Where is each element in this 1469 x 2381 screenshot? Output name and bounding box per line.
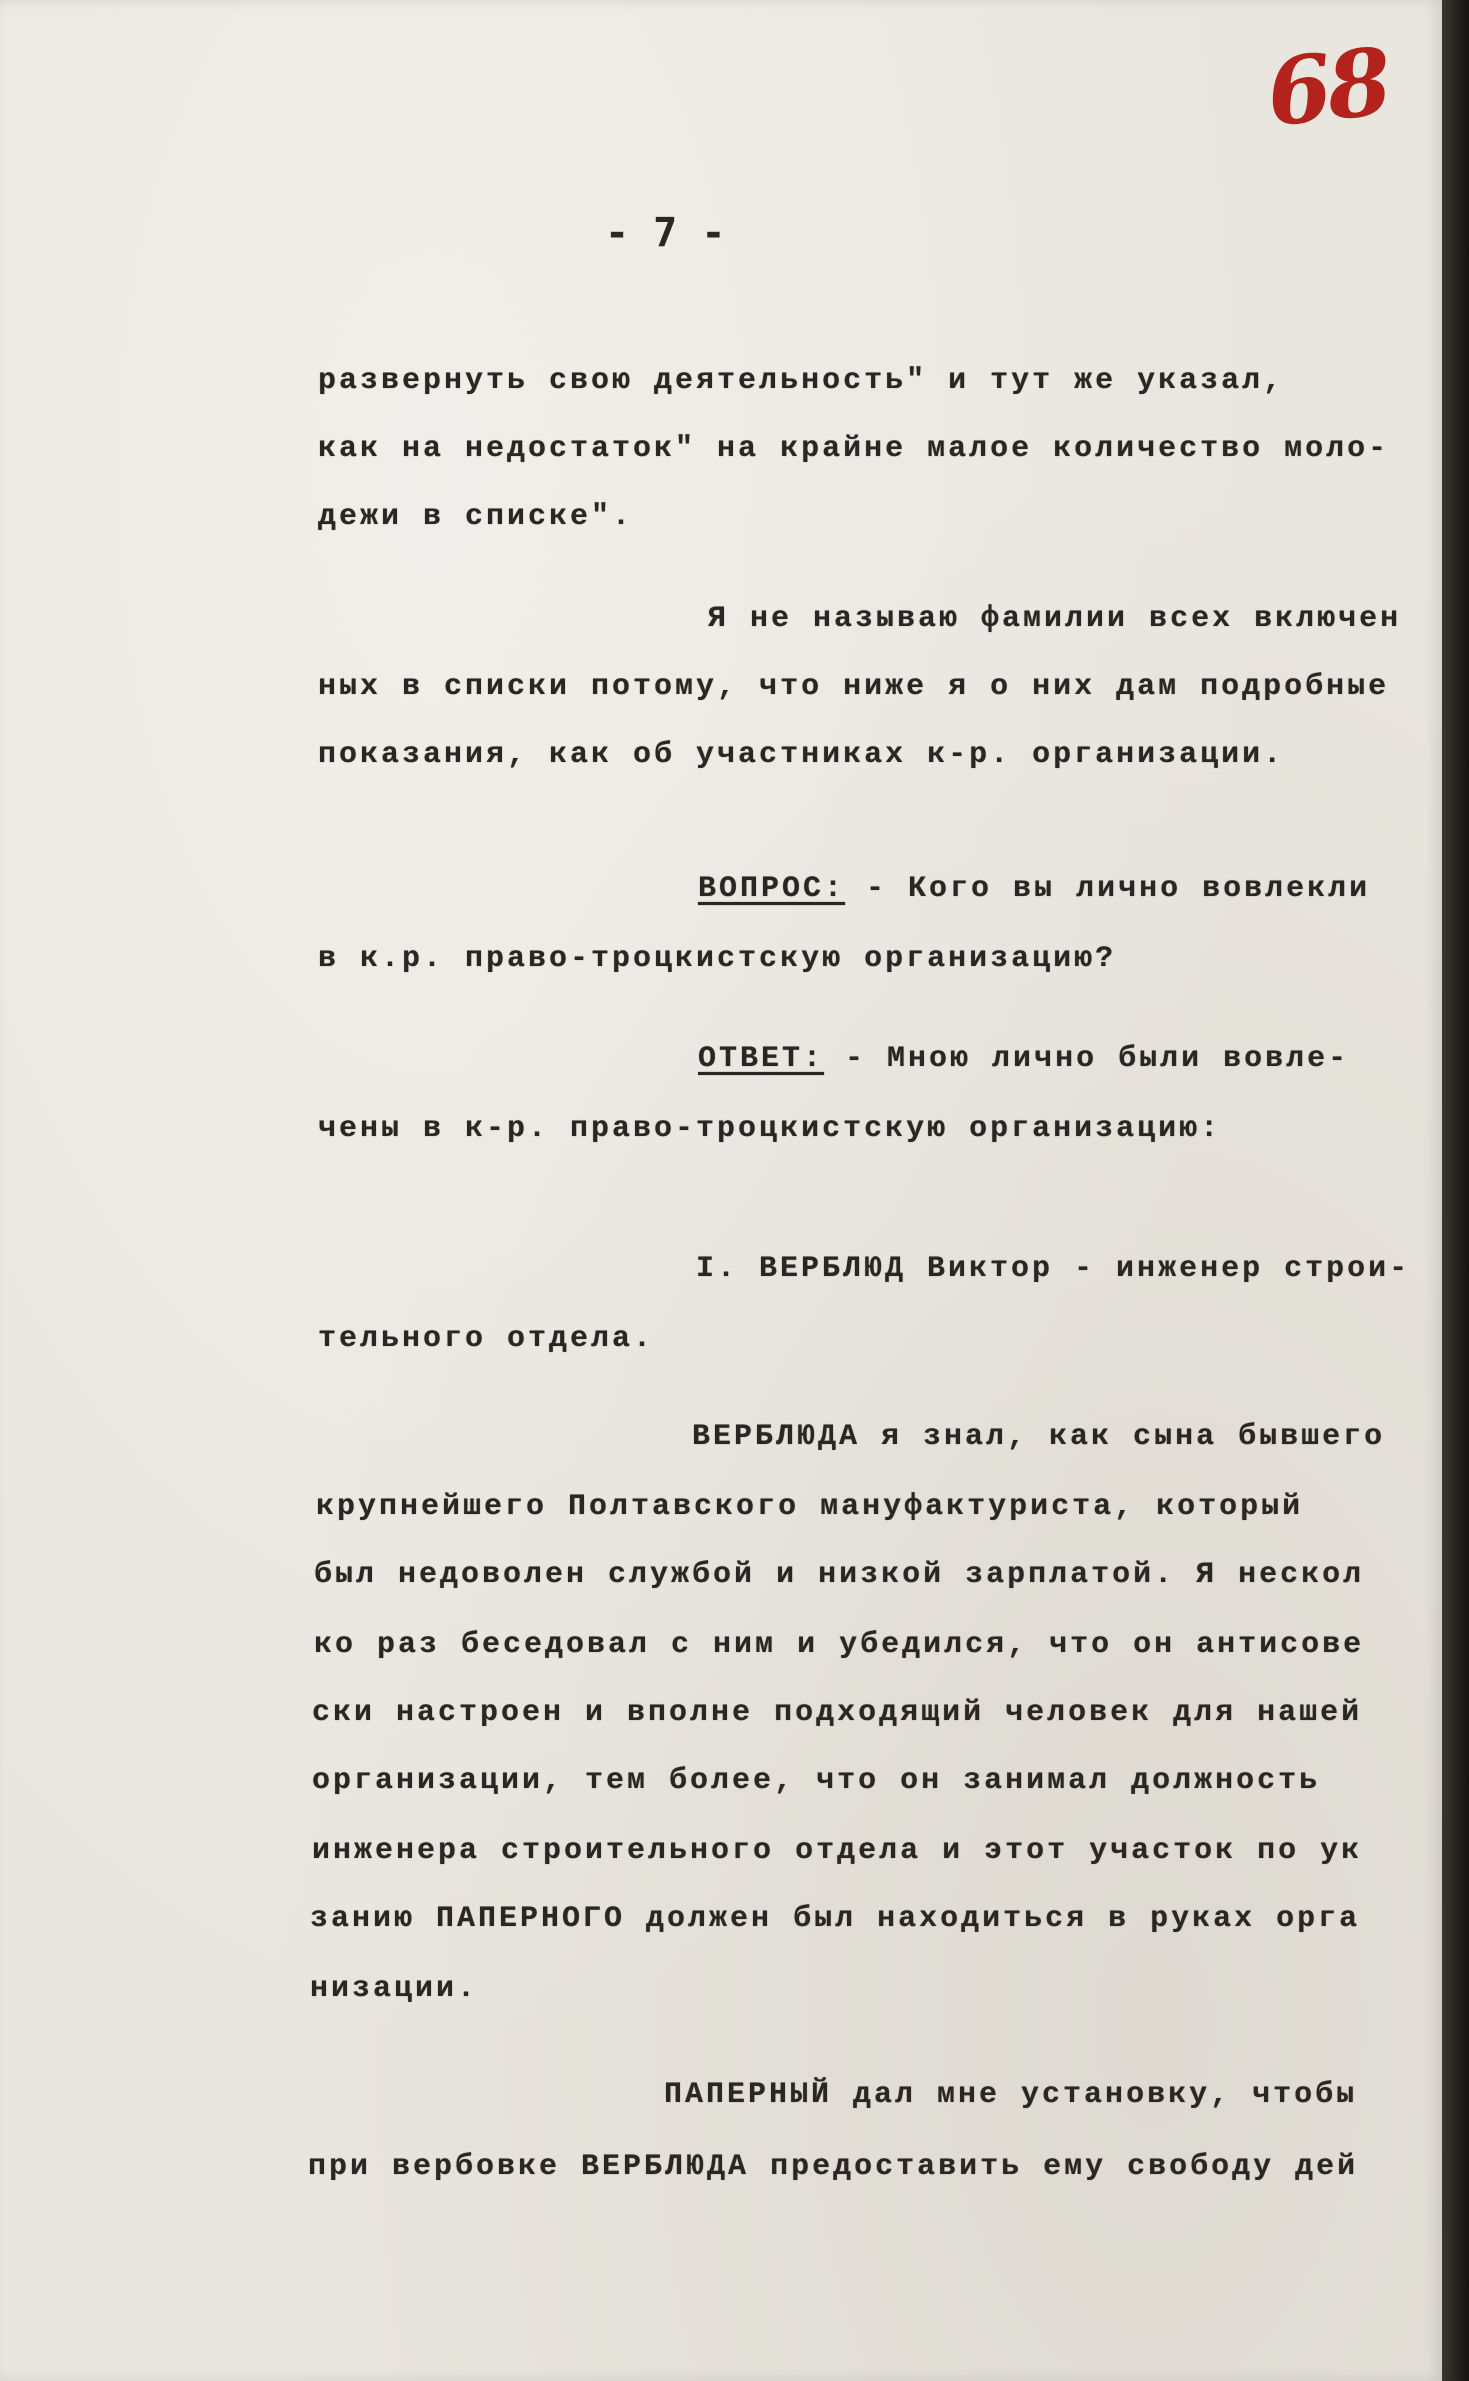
scan-background-edge — [1442, 0, 1469, 2381]
question-line: ВОПРОС: - Кого вы лично вовлекли — [698, 872, 1371, 906]
text-line: инженера строительного отдела и этот участок по ук — [312, 1834, 1363, 1868]
page-number: - 7 - — [605, 210, 726, 256]
text-line: Я не называю фамилии всех включен — [708, 602, 1402, 636]
answer-label: ОТВЕТ: — [698, 1042, 825, 1076]
text-line: тельного отдела. — [318, 1322, 655, 1356]
text-line: при вербовке ВЕРБЛЮДА предоставить ему свободу дей — [308, 2150, 1359, 2184]
list-item-line: I. ВЕРБЛЮД Виктор - инженер строи- — [696, 1252, 1411, 1286]
answer-line: ОТВЕТ: - Мною лично были вовле- — [698, 1042, 1350, 1076]
text-line: чены в к-р. право-троцкистскую организацию: — [318, 1112, 1222, 1146]
text-line: крупнейшего Полтавского мануфактуриста, который — [316, 1490, 1304, 1524]
text-line: ко раз беседовал с ним и убедился, что он антисове — [314, 1628, 1365, 1662]
question-label: ВОПРОС: — [698, 872, 846, 906]
text-line: как на недостаток" на крайне малое количество моло- — [318, 432, 1390, 466]
text-line: развернуть свою деятельность" и тут же указал, — [318, 364, 1285, 398]
text-line: показания, как об участниках к-р. организации. — [318, 738, 1285, 772]
text-line: ных в списки потому, что ниже я о них дам подробные — [318, 670, 1390, 704]
text-line: дежи в списке". — [318, 500, 634, 534]
text-line: ВЕРБЛЮДА я знал, как сына бывшего — [692, 1420, 1386, 1454]
text-line: ПАПЕРНЫЙ дал мне установку, чтобы — [664, 2078, 1358, 2112]
text-line: низации. — [310, 1972, 479, 2006]
text-line: занию ПАПЕРНОГО должен был находиться в руках орга — [310, 1902, 1361, 1936]
text-line: в к.р. право-троцкистскую организацию? — [318, 942, 1117, 976]
text-line: ски настроен и вполне подходящий человек для нашей — [312, 1696, 1363, 1730]
archive-folio-number: 68 — [1262, 27, 1393, 148]
text-line: организации, тем более, что он занимал должность — [312, 1764, 1321, 1798]
text-line: был недоволен службой и низкой зарплатой. Я нескол — [314, 1558, 1365, 1592]
